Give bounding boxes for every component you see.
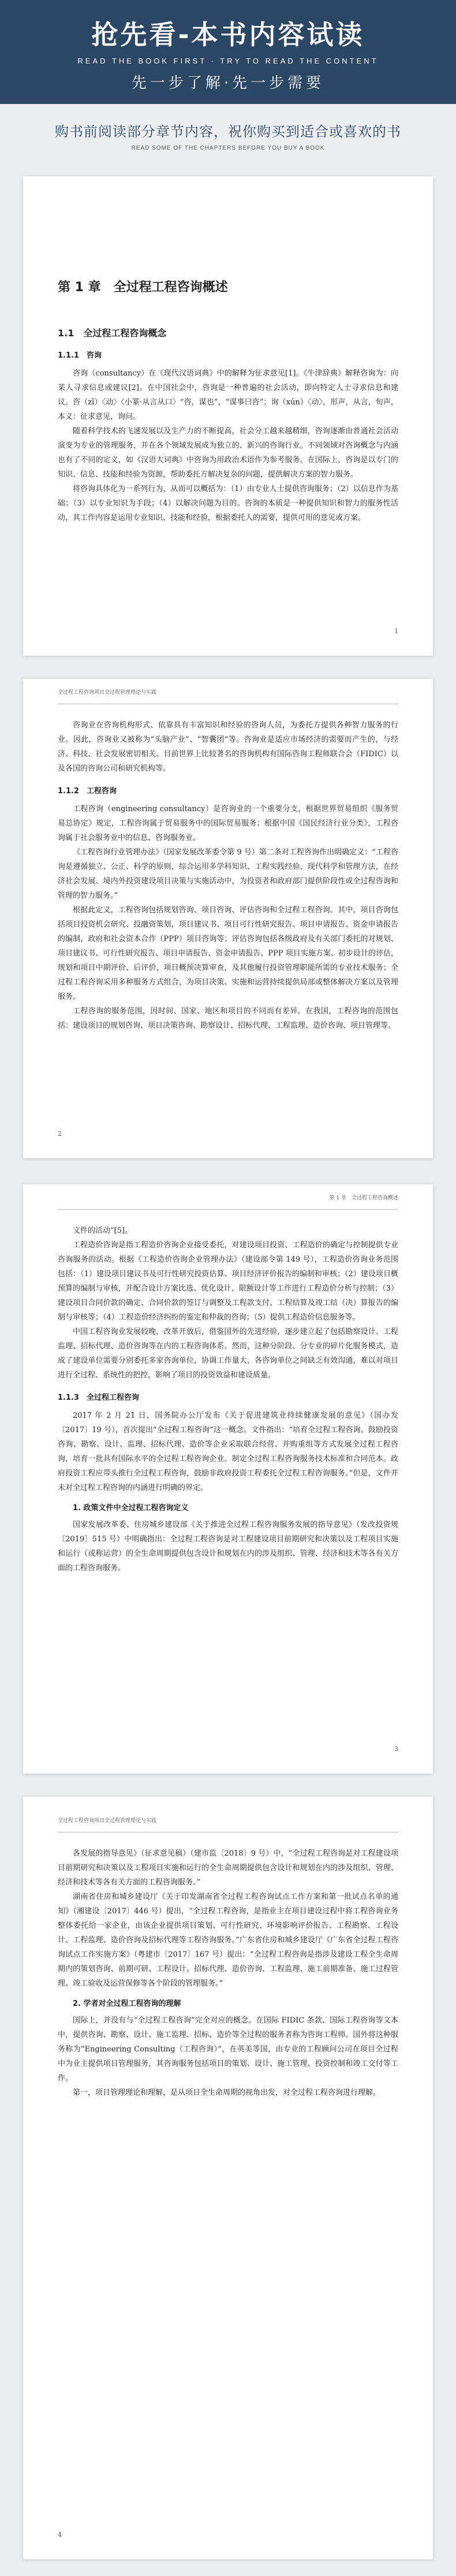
subsection-heading: 1.1.3 全过程工程咨询	[58, 1393, 140, 1402]
intro-subtext: READ SOME OF THE CHAPTERS BEFORE YOU BUY A BOOK	[131, 145, 325, 151]
page-number: 2	[58, 1130, 62, 1138]
paragraph: 湖南省住房和城乡建设厅《关于印发湖南省全过程工程咨询试点工作方案和第一批试点名单的通知》（湘建设〔2017〕446 号）提出，“全过程工程咨询，是指业主在项目建设过程中将工程咨询业务整体委托给一家企业，由该企业提供项目策划、可行性研究、环境影响评价报告、工程勘察、工程设计、工程监理、造价咨询及招标代理等工程咨询服务。”广东省住房和城乡建设厅《广东省全过程工程咨询试点工作实施方案》（粤建市〔2017〕167 号）提出：“全过程工程咨询是指涉及建设工程全生命周期内的策划咨询、前期可研、工程设计、招标代理、造价咨询、工程监理、施工前期准备、施工过程管理、竣工验收及运营保修等各个阶段的管理服务。”	[58, 1893, 398, 1988]
paragraph: 第一，项目管理理论和理解，是从项目全生命周期的视角出发，对全过程工程咨询进行理解。	[73, 2088, 381, 2097]
intro-section	[0, 104, 456, 162]
header-banner	[0, 0, 456, 104]
paragraph: 工程咨询（engineering consultancy）是咨询业的一个重要分支，根据世界贸易组织《服务贸易总协定》规定，工程咨询属于贸易服务中的国际贸易服务；根据中国《国民经济行业分类》，工程咨询属于社会服务业中的信息、咨询服务业。	[58, 805, 398, 842]
paragraph: 工程咨询的服务范围，因时间、国家、地区和项目的不同而有差异。在我国，工程咨询的范围包括：建设项目的规划咨询、项目决策咨询、勘察设计、招标代理、工程监理、造价咨询、项目管理等。	[58, 1007, 398, 1030]
page-number: 1	[394, 627, 398, 635]
running-header: 第 1 章 全过程工程咨询概述	[58, 1184, 398, 1210]
book-page-4	[23, 1797, 433, 2559]
paragraph: 咨询（consultancy）在《现代汉语词典》中的解释为征求意见[1]。《牛津辞典》解释咨询为：向某人寻求信息或建议[2]。在中国社会中，咨询是一种普遍的社会活动，即向特定人士寻求信息和建议。咨（zī）〈动〉〈小篆·从言从口〉“咨，谋也”，“谋事曰咨”；询（xún）〈动〉，形声，从言，旬声，本义：征求意见，询问。	[58, 369, 398, 421]
page-number: 4	[58, 2531, 62, 2538]
running-header: 全过程工程咨询项目全过程管理理论与实践	[58, 679, 398, 704]
section-heading: 1.1 全过程工程咨询概念	[58, 328, 167, 339]
book-page-2	[23, 679, 433, 1158]
paragraph: 2017 年 2 月 21 日，国务院办公厅发布《关于促进建筑业持续健康发展的意见》（国办发〔2017〕19 号），首次提出“全过程工程咨询”这一概念。文件指出：“培育全过程工程咨询。鼓励投资咨询、勘察、设计、监理、招标代理、造价等企业采取联合经营、并购重组等方式发展全过程工程咨询，培育一批具有国际水平的全过程工程咨询企业。制定全过程工程咨询服务技术标准和合同范本。政府投资工程应带头推行全过程工程咨询，鼓励非政府投资工程委托全过程工程咨询服务。”但是，文件并未对全过程工程咨询的内涵进行明确的界定。	[58, 1411, 398, 1492]
paragraph: 国际上，并没有与“全过程工程咨询”完全对应的概念。在国际 FIDIC 条款、国际工程咨询等文本中，提供咨询、勘察、设计、施工监理、招标、造价等全过程的服务者称为咨询工程师。国外将这种服务称为“Engineering Consulting（工程咨询）”，在英美等国，由专业的工程顾问公司在项目全过程中为业主提供项目管理服务，其咨询服务包括项目的策划、设计、施工管理、投资控制和竣工交付等工作。	[58, 2016, 398, 2083]
running-header: 全过程工程咨询项目全过程管理理论与实践	[58, 1797, 398, 1832]
paragraph: 《工程咨询行业管理办法》（国家发展改革委令第 9 号）第二条对工程咨询作出明确定义：“工程咨询是遵循独立、公正、科学的原则，综合运用多学科知识、工程实践经验、现代科学和管理方法，在经济社会发展、境内外投资建设项目决策与实施活动中，为投资者和政府部门提供阶段性或全过程咨询和管理的智力服务。”	[58, 848, 398, 900]
paragraph: 咨询业在咨询机构形式、依靠具有丰富知识和经验的咨询人员，为委托方提供各种智力服务的行业。因此，咨询业又被称为“头脑产业”、“智囊团”等。咨询业是适应市场经济的需要而产生的，与经济、科技、社会发展密切相关。目前世界上比较著名的咨询机构有国际咨询工程师联合会（FIDIC）以及各国的咨询公司和研究机构等。	[58, 721, 398, 773]
paragraph: 文件的活动”[5]。	[73, 1226, 133, 1235]
point-heading: 2. 学者对全过程工程咨询的理解	[73, 1999, 181, 2008]
banner-slogan: 先一步了解·先一步需要	[131, 75, 325, 92]
intro-text: 购书前阅读部分章节内容，祝你购买到适合或喜欢的书	[55, 124, 401, 140]
paragraph: 随着科学技术的飞速发展以及生产力的不断提高，社会分工越来越精细，咨询逐渐由普通社会活动演变为专业的管理服务，并在各个领域发展成为独立的、新兴的咨询行业。不同领域对咨询概念与内涵也有了不同的定义，如《汉语大词典》中咨询为用政治术语作为参考服务。在国际上，咨询是以专门的知识、信息、技能和经验为资源，帮助委托方解决复杂的问题，提供解决方案的智力服务。	[58, 427, 398, 479]
book-page-3	[23, 1184, 433, 1774]
paragraph: 工程造价咨询是指工程造价咨询企业接受委托，对建设项目投资、工程造价的确定与控制提供专业咨询服务的活动。根据《工程造价咨询企业管理办法》（建设部令第 149 号），工程造价咨询业务范围包括：（1）建设项目建议书及可行性研究投资估算、项目经济评价报告的编制和审核；（2）建设项目概预算的编制与审核，并配合设计方案比选、优化设计、限额设计等工作进行工程造价分析与控制；（3）建设项目合同价款的确定、合同价款的签订与调整及工程款支付、工程结算及竣工结（决）算报告的编制与审核等；（4）工程造价经济纠纷的鉴定和仲裁的咨询；（5）提供工程造价信息服务等。	[58, 1241, 398, 1322]
paragraph: 根据此定义，工程咨询包括规划咨询、项目咨询、评估咨询和全过程工程咨询。其中，项目咨询包括项目投资机会研究、投融资策划，项目建议书、项目可行性研究报告、项目申请报告、资金申请报告的编制，政府和社会资本合作（PPP）项目咨询等；评估咨询包括各级政府及有关部门委托的对规划、项目建议书、可行性研究报告、项目申请报告、资金申请报告、PPP 项目实施方案、初步设计的评估，规划和项目中期评价、后评价，项目概预决算审查，及其他履行投资管理职能所需的专业技术服务；全过程工程咨询采用多种服务方式组合，为项目决策、实施和运营持续提供局部或整体解决方案以及管理服务。	[58, 906, 398, 1001]
point-heading: 1. 政策文件中全过程工程咨询定义	[73, 1504, 189, 1512]
book-page-1	[23, 176, 433, 656]
subsection-heading: 1.1.2 工程咨询	[58, 787, 117, 796]
banner-subtitle: READ THE BOOK FIRST · TRY TO READ THE CONTENT	[77, 57, 379, 65]
paragraph: 将咨询具体化为一系列行为，从而可以概括为：（1）由专业人士提供咨询服务；（2）以信息作为基础；（3）以专业知识为手段；（4）以解决问题为目的。咨询的本质是一种提供知识和智力的服务性活动，其工作内容是运用专业知识、技能和经验，根据委托人的需要，提供可用的意见或方案。	[58, 485, 398, 522]
banner-title: 抢先看-本书内容试读	[91, 19, 365, 50]
page-number: 3	[394, 1745, 398, 1753]
paragraph: 国家发展改革委、住房城乡建设部《关于推进全过程工程咨询服务发展的指导意见》（发改投资规〔2019〕515 号）中明确指出：全过程工程咨询是对工程建设项目前期研究和决策以及工程项目实施和运行（或称运营）的全生命周期提供包含设计和规划在内的涉及组织、管理、经济和技术等各有关方面的工程咨询服务。	[58, 1521, 398, 1573]
subsection-heading: 1.1.1 咨询	[58, 351, 102, 360]
paragraph: 中国工程咨询业发展较晚，改革开放后，借鉴国外的先进经验，逐步建立起了包括勘察设计、工程监理、招标代理、造价咨询等在内的工程咨询体系。然而，这种分阶段、分专业的碎片化服务模式，造成了建设单位需要分别委托多家咨询单位，协调工作量大，各咨询单位之间缺乏有效沟通，难以对项目进行全过程、系统性的把控，影响了项目的投资效益和建设质量。	[58, 1328, 398, 1380]
paragraph: 各发展的指导意见》（征求意见稿）（建市监〔2018〕9 号）中，“全过程工程咨询是对工程建设项目前期研究和决策以及工程项目实施和运行的全生命周期提供包含设计和规划在内的涉及组织、管理、经济和技术等各有关方面的工程咨询服务。”	[58, 1849, 398, 1887]
chapter-title: 第 1 章 全过程工程咨询概述	[58, 280, 228, 295]
